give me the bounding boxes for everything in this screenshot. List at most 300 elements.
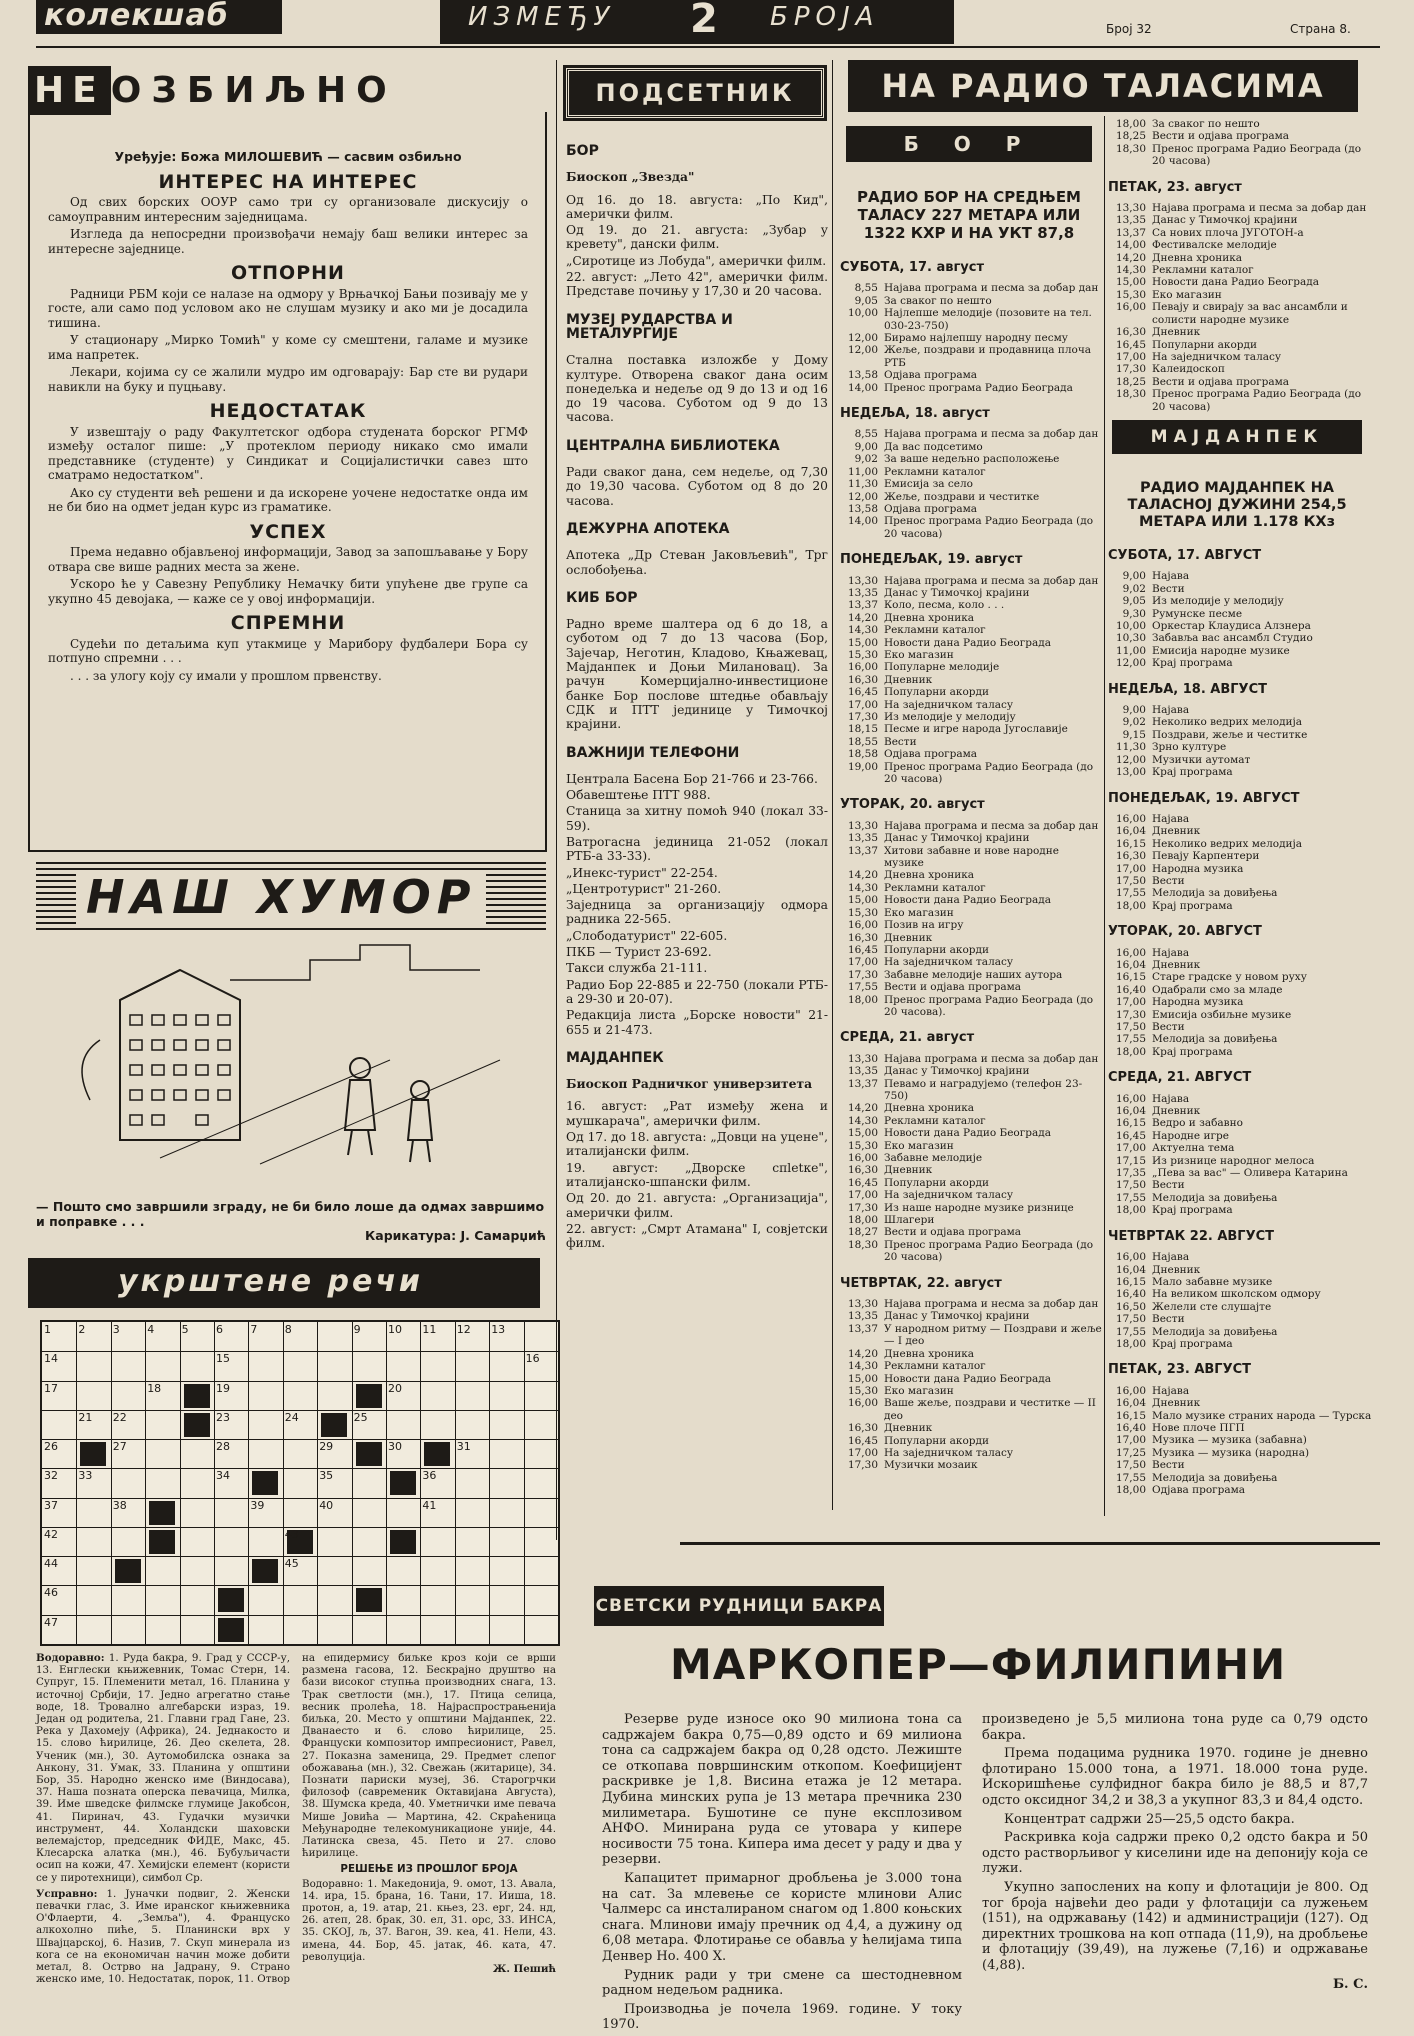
schedule-time: 14,20	[847, 869, 878, 882]
schedule-time: 13,30	[847, 1298, 878, 1311]
schedule-row	[836, 599, 1102, 611]
grid-line	[42, 1556, 558, 1557]
schedule-row	[836, 1115, 1102, 1127]
podsetnik-line: Од 20. до 21. августа: „Организација", амерички филм.	[566, 1191, 828, 1220]
item-paragraph: Изгледа да непосредни произвођачи немају баш велики интерес за интересне заједнице.	[48, 227, 528, 256]
grid-black-square	[321, 1413, 347, 1437]
schedule-row	[1104, 1179, 1372, 1191]
grid-number: 42	[44, 1527, 58, 1541]
schedule-time: 17,30	[1115, 1008, 1146, 1021]
grid-number: 23	[216, 1410, 230, 1424]
podsetnik-line: Обавештење ПТТ 988.	[566, 788, 711, 803]
schedule-row	[1104, 583, 1372, 595]
podsetnik-line: Централа Басена Бор 21-766 и 23-766.	[566, 771, 818, 786]
schedule-row	[836, 441, 1102, 453]
schedule-row	[836, 1239, 1102, 1264]
schedule-program: Пренос програма Радио Београда	[884, 381, 1073, 394]
schedule-program: Најава програма и несма за добар дан	[884, 1298, 1099, 1311]
grid-number: 22	[112, 1410, 127, 1424]
schedule-time: 14,20	[847, 1102, 878, 1115]
schedule-time: 13,58	[847, 369, 878, 382]
schedule-time: 14,30	[1115, 264, 1146, 277]
schedule-program: Најава програма и песма за добар дан	[884, 428, 1099, 441]
schedule-row	[836, 820, 1102, 832]
masthead-logo: колекшаб	[36, 0, 282, 34]
schedule-time: 11,00	[1115, 644, 1146, 657]
grid-black-square	[115, 1559, 141, 1583]
grid-number: 19	[216, 1381, 230, 1395]
schedule-time: 16,40	[1115, 983, 1146, 996]
schedule-time: 16,15	[1115, 1117, 1146, 1130]
schedule-program: На великом школском одмору	[1152, 1288, 1321, 1301]
schedule-program: Забавне мелодије	[884, 1152, 983, 1164]
grid-number: 37	[44, 1498, 58, 1512]
grid-line	[214, 1322, 215, 1644]
schedule-time: 13,30	[847, 574, 878, 587]
schedule-row	[836, 1360, 1102, 1372]
schedule-row	[1104, 984, 1372, 996]
schedule-program: Са нових плоча ЈУГОТОН-а	[1152, 226, 1304, 239]
schedule-row	[1104, 1422, 1372, 1434]
podsetnik-line: 19. август: „Дворске спletке", италијанско-шпански филм.	[566, 1160, 828, 1189]
schedule-row	[836, 686, 1102, 698]
schedule-program: Дневник	[884, 1422, 933, 1435]
schedule-program: Најава	[1152, 1384, 1190, 1397]
schedule-row	[1104, 276, 1372, 288]
grid-black-square	[252, 1471, 278, 1495]
schedule-time: 9,30	[1122, 607, 1146, 620]
schedule-program: Музички аутомат	[1152, 753, 1251, 766]
schedule-time: 9,15	[1122, 728, 1146, 741]
schedule-program: Емисија народне музике	[1152, 644, 1290, 657]
schedule-program: Ведро и забавно	[1152, 1117, 1243, 1130]
schedule-program: Калеидоскоп	[1152, 363, 1225, 376]
grid-number: 3	[112, 1323, 120, 1336]
crossword-title: укрштене речи	[118, 1264, 423, 1299]
schedule-row	[836, 1152, 1102, 1164]
grid-line	[352, 1322, 353, 1644]
masthead-rule	[36, 46, 1380, 48]
schedule-program: Вести	[884, 735, 917, 748]
grid-number: 30	[388, 1440, 402, 1454]
grid-number: 18	[147, 1381, 162, 1395]
schedule-program: Вести и одјава програма	[1152, 375, 1290, 388]
schedule-program: Желели сте слушајте	[1152, 1300, 1272, 1313]
schedule-time: 13,37	[1115, 226, 1146, 239]
schedule-row	[1104, 887, 1372, 899]
schedule-row	[836, 503, 1102, 515]
schedule-program: Вести	[1152, 1179, 1185, 1192]
grid-number: 25	[353, 1410, 368, 1424]
schedule-row	[1104, 704, 1372, 716]
schedule-program: Дневник	[884, 673, 933, 686]
schedule-time: 18,30	[1115, 142, 1146, 155]
schedule-program: Најлепше мелодије (позовите на тел. 030-23-750)	[884, 307, 1092, 332]
across-label: Водоравно:	[36, 1652, 105, 1664]
schedule-row	[836, 453, 1102, 465]
grid-number: 39	[250, 1498, 265, 1512]
schedule-time: 16,15	[1115, 971, 1146, 984]
copper-title: МАРКОПЕР—ФИЛИПИНИ	[670, 1640, 1287, 1689]
podsetnik-line: Стална поставка изложбе у Дому културе. Отворена сваког дана осим понедељка и недеље од 9 до 13 и од 16 до 19 часова. Суботом од 9 до 13 часова.	[566, 353, 828, 425]
copper-paragraph: Концентрат садржи 25—25,5 одсто бакра.	[1004, 1811, 1295, 1827]
schedule-time: 14,00	[847, 381, 878, 394]
schedule-time: 17,30	[847, 711, 878, 723]
across-text: 1. Руда бакра, 9. Град у СССР-у, 13. Енглески књижевник, Томас Стерн, 14. Супруг, 15. Племенити метал, 16. Планина у источној Србији, 17. Једно агрегатно стање воде, 18. Тровално алгебарски израз, 19. Један од родитеља, 21. Главни град Гане, 23. Река у Дахомеју (Африка), 24. Једнакосто и 15. слово ћирилице, 26. Део скелета, 28. Ученик (мн.), 30. Аутомобилска ознака за Анкону, 31. Умак, 33. Планина у општини Бор, 35. Народно женско име (Виндосава), 37. Наша позната оперска певачица, Милка, 39. Име шведске филмске глумице Јакобсон, 41. Пиринач, 43. Гудачки музички инструмент, 44. Холандски шаховски велемајстор, председник ФИДЕ, Макс, 45. Клесарска алатка (мн.), 46. Бубуљичасти осип на кожи, 47. Хемијски елемент (користи се у пиротехници), симбол Ср.	[36, 1652, 290, 1884]
grid-number: 43	[284, 1527, 299, 1541]
copper-paragraph: Раскривка која садржи преко 0,2 одсто бакра и 50 одсто растворљивог у киселини иде на депонију која се лужи.	[982, 1830, 1368, 1877]
schedule-time: 9,02	[854, 453, 878, 466]
schedule-row	[836, 932, 1102, 944]
schedule-program: Из ризнице народног мелоса	[1152, 1154, 1315, 1167]
schedule-time: 16,40	[1115, 1421, 1146, 1434]
schedule-program: Крај програма	[1152, 1045, 1233, 1058]
copper-signature: Б. С.	[1332, 1976, 1368, 1992]
schedule-program: На заједничком таласу	[884, 956, 1014, 969]
schedule-row	[1104, 252, 1372, 264]
schedule-time: 14,20	[1115, 251, 1146, 264]
schedule-program: Одјава програма	[884, 369, 978, 382]
schedule-program: Дневник	[884, 931, 933, 944]
neozbiljno-box-right	[545, 112, 547, 852]
humor-caption	[36, 1200, 546, 1244]
schedule-time: 18,30	[1115, 388, 1146, 401]
schedule-time: 17,30	[847, 1201, 878, 1214]
schedule-row	[1104, 388, 1372, 413]
podsetnik-line: „Центротурист" 21-260.	[566, 881, 722, 896]
schedule-program: Дневна хроника	[884, 1102, 975, 1115]
schedule-program: Забавне мелодије наших аутора	[884, 968, 1063, 981]
schedule-day-heading: ЧЕТВРТАК 22. АВГУСТ	[1108, 1228, 1275, 1244]
schedule-row	[1104, 376, 1372, 388]
schedule-day-heading: ЧЕТВРТАК, 22. август	[840, 1275, 1002, 1291]
podsetnik-body	[566, 130, 828, 1252]
down-text: 1. Јуначки подвиг, 2. Женски певачки глас, 3. Име иранског књижевника О'Флаерти, 4. „Земља"), 4. Француско алкохолно пиће, 5. Планински врх у Швајцарској, 6. Назив, 7. Скуп минерала из кога се на економичан начин може добити метал, 8. Острво на Јадрану, 9. Страно женско име, 10. Недостатак, порок, 11. Отвор на епидермису биљке кроз који се врши размена гасова, 12. Бескрајно друштво на бази високог ступња производних снага, 13. Трак светлости (мн.), 17. Птица селица, весник пролећа, 18. Најраспрострањенија биљка, 20. Место у општини Мајданпек, 22. Дванаесто и 6. слово ћирилице, 25. Француски композитор импресионист, Равел, 27. Показна заменица, 29. Предмет слепог обожавања (мн.), 32. Свежањ (житарице), 34. Познати париски музеј, 36. Старогрчки филозоф (савременик Октавијана Августа), 38. Шумска креда, 40. Уметнички име певача Мише Јовића — Мартина, 42. Скраћеница Међународне телекомуникационе уније, 44. Латинска свеза, 45. Пето и 27. слово ћирилице.	[36, 1652, 556, 1986]
podsetnik-line: Ватрогасна јединица 21-052 (локал РТБ-а 33-33).	[566, 834, 828, 864]
schedule-time: 9,05	[854, 294, 878, 307]
item-paragraph: Према недавно објављеној информацији, Завод за запошљавање у Бору отвара све више радних места за жене.	[48, 545, 528, 574]
schedule-row	[836, 1189, 1102, 1201]
schedule-program: Новости дана Радио Београда	[884, 1372, 1051, 1385]
schedule-row	[836, 661, 1102, 673]
schedule-program: Ваше жеље, поздрави и честитке — II део	[884, 1397, 1096, 1422]
schedule-time: 16,30	[847, 1164, 878, 1177]
schedule-row	[836, 1140, 1102, 1152]
schedule-time: 12,00	[847, 344, 878, 357]
schedule-program: Најава	[1152, 570, 1190, 583]
schedule-row	[1104, 959, 1372, 971]
schedule-row	[1104, 1397, 1372, 1409]
masthead-number: 2	[690, 0, 718, 42]
schedule-row	[836, 637, 1102, 649]
schedule-day-heading: ПЕТАК, 23. август	[1108, 179, 1242, 195]
schedule-row	[836, 1310, 1102, 1322]
schedule-row	[836, 587, 1102, 599]
schedule-program: Хитови забавне и нове народне музике	[884, 844, 1059, 870]
grid-line	[111, 1322, 112, 1644]
schedule-program: Румунске песме	[1152, 607, 1243, 620]
schedule-row	[1104, 118, 1372, 130]
schedule-row	[1104, 1459, 1372, 1471]
schedule-time: 18,58	[847, 748, 878, 761]
podsetnik-section	[566, 746, 828, 1037]
schedule-program: Најава програма и песма за добар дан	[884, 1052, 1099, 1065]
grid-number: 41	[422, 1498, 437, 1512]
schedule-time: 14,20	[847, 611, 878, 624]
schedule-program: Рекламни каталог	[884, 465, 986, 478]
podsetnik-line: Од 16. до 18. августа: „По Кид", амерички филм.	[566, 192, 828, 221]
radio-majdanpek-label: МАЈДАНПЕК	[1112, 420, 1362, 454]
schedule-program: Рекламни каталог	[884, 1360, 986, 1373]
schedule-program: Оркестар Клаудиса Алзнера	[1152, 620, 1311, 633]
copper-paragraph: Рудник ради у три смене са шестодневном радном недељом радника.	[602, 1967, 962, 1999]
schedule-program: Народна музика	[1152, 996, 1244, 1009]
schedule-time: 14,30	[847, 1114, 878, 1127]
schedule-time: 17,00	[847, 956, 878, 969]
schedule-row	[1104, 1276, 1372, 1288]
grid-number: 17	[44, 1381, 58, 1395]
crossword-title-bar	[28, 1258, 540, 1308]
schedule-row	[836, 832, 1102, 844]
schedule-program: Вести	[1152, 1021, 1185, 1033]
schedule-program: Мало музике страних народа — Турска	[1152, 1409, 1372, 1422]
schedule-row	[836, 711, 1102, 723]
item-paragraph: Ускоро ће у Савезну Републику Немачку бити упућене две групе са укупно 45 девојака, — каже се у овој информацији.	[48, 577, 528, 606]
schedule-program: Мелодија за довиђења	[1152, 1033, 1278, 1046]
schedule-program: Популарни акорди	[884, 943, 989, 956]
schedule-row	[1104, 570, 1372, 582]
schedule-program: Из наше народне музике ризнице	[884, 1201, 1074, 1214]
schedule-program: Дневник	[1152, 825, 1201, 838]
schedule-program: „Пева за вас" — Оливера Катарина	[1152, 1167, 1348, 1180]
schedule-row	[836, 1177, 1102, 1189]
schedule-row	[836, 1214, 1102, 1226]
grid-number: 35	[319, 1469, 334, 1483]
schedule-row	[1104, 1434, 1372, 1446]
schedule-time: 9,05	[1122, 595, 1146, 608]
schedule-row	[836, 1127, 1102, 1139]
schedule-row	[836, 761, 1102, 786]
schedule-row	[836, 282, 1102, 294]
grid-number: 8	[284, 1323, 292, 1336]
schedule-row	[1104, 595, 1372, 607]
schedule-time: 14,30	[847, 1360, 878, 1373]
schedule-time: 13,35	[847, 586, 878, 599]
schedule-row	[1104, 766, 1372, 778]
schedule-program: Дневник	[1152, 326, 1201, 339]
schedule-time: 17,30	[847, 968, 878, 981]
schedule-time: 12,00	[1115, 657, 1146, 670]
podsetnik-line: „Слободатурист" 22-605.	[566, 928, 728, 943]
schedule-row	[1104, 1410, 1372, 1422]
schedule-time: 13,30	[847, 819, 878, 832]
schedule-time: 15,30	[1115, 288, 1146, 301]
schedule-time: 17,55	[1115, 1191, 1146, 1204]
schedule-row	[1104, 729, 1372, 741]
schedule-row	[836, 491, 1102, 503]
schedule-program: Мелодија за довиђења	[1152, 1191, 1278, 1204]
podsetnik-section-sub: Биоскоп „Звезда"	[566, 169, 695, 185]
schedule-program: Популарни акорди	[884, 1434, 989, 1447]
podsetnik-line: Од 17. до 18. августа: „Довци на уцене", италијански филм.	[566, 1130, 828, 1159]
schedule-program: Новости дана Радио Београда	[884, 894, 1051, 907]
schedule-row	[836, 723, 1102, 735]
schedule-time: 13,35	[847, 832, 878, 845]
podsetnik-line: Ради сваког дана, сем недеље, од 7,30 до 19,30 часова. Суботом од 8 до 20 часова.	[566, 465, 828, 508]
grid-number: 21	[78, 1410, 93, 1424]
schedule-program: Рекламни каталог	[884, 881, 986, 894]
schedule-time: 17,25	[1115, 1446, 1146, 1459]
schedule-program: У народном ритму — Поздрави и жеље — I део	[884, 1322, 1102, 1348]
grid-number: 26	[44, 1440, 58, 1454]
schedule-time: 15,30	[847, 648, 878, 661]
item-paragraph: Ако су студенти већ решени и да искорене уочене недостатке онда им не би био на одмет један курс из граматике.	[48, 485, 528, 514]
solution-text: Водоравно: 1. Македонија, 9. омот, 13. Авала, 14. ира, 15. брана, 16. Тани, 17. Ииша, 18. протон, а, 19. атар, 21. књез, 23. ерг, 24. нд, 26. атеп, 28. брак, 30. ел, 31. орс, 33. ИНСА, 35. СКОЈ, љ, 37. Вагон, 39. кеа, 41. Нели, 43. имена, 44. Бор, 45. јатак, 46. ката, 47. револуција.	[302, 1877, 556, 1963]
schedule-time: 15,30	[847, 1384, 878, 1397]
schedule-row	[836, 919, 1102, 931]
schedule-program: Емисија озбиљне музике	[1152, 1008, 1292, 1021]
schedule-row	[836, 969, 1102, 981]
schedule-program: Забавља вас ансамбл Студио	[1152, 632, 1313, 645]
schedule-row	[1104, 130, 1372, 142]
schedule-time: 8,55	[854, 428, 878, 441]
grid-number: 5	[181, 1323, 189, 1336]
schedule-program: Рекламни каталог	[1152, 264, 1254, 277]
schedule-program: Дневна хроника	[1152, 251, 1243, 264]
schedule-program: Новости дана Радио Београда	[884, 636, 1051, 649]
schedule-row	[836, 869, 1102, 881]
schedule-time: 17,30	[847, 1459, 878, 1472]
schedule-row	[1104, 1033, 1372, 1045]
schedule-row	[1104, 716, 1372, 728]
grid-number: 15	[216, 1352, 230, 1366]
schedule-time: 16,30	[1115, 850, 1146, 863]
schedule-program: Неколико ведрих мелодија	[1152, 716, 1303, 729]
schedule-row	[1104, 947, 1372, 959]
schedule-program: Мелодија за довиђења	[1152, 1325, 1278, 1338]
schedule-program: Нове плоче ПГП	[1152, 1421, 1245, 1434]
schedule-program: Из мелодије у мелодију	[884, 711, 1016, 723]
schedule-program: Одабрали смо за младе	[1152, 983, 1283, 996]
schedule-time: 16,00	[1115, 1092, 1146, 1105]
neozbiljno-box-bottom	[28, 850, 547, 852]
solution-title: РЕШЕЊЕ ИЗ ПРОШЛОГ БРОЈА	[340, 1863, 518, 1876]
copper-paragraph: Капацитет примарног дробљења је 3.000 тона на сат. За млевење се користе млинови Алис Чалмерс са инсталираном снагом од 1.800 коњских снага. Млинови имају пречник од 4,4, а дужину од 6,08 метара. Флотирање се обавља у ћелијама типа Денвер Но. 400 Х.	[602, 1870, 962, 1964]
copper-col-1	[602, 1712, 962, 2036]
schedule-time: 16,45	[847, 686, 878, 699]
page-number: Страна 8.	[1290, 22, 1351, 36]
schedule-time: 16,40	[1115, 1288, 1146, 1301]
schedule-time: 10,00	[1115, 620, 1146, 633]
schedule-time: 16,45	[847, 943, 878, 956]
schedule-row	[1104, 202, 1372, 214]
grid-number: 40	[319, 1498, 334, 1512]
schedule-day-heading: СУБОТА, 17. август	[840, 260, 984, 275]
schedule-time: 9,02	[1122, 582, 1146, 595]
schedule-row	[1104, 1338, 1372, 1350]
schedule-row	[836, 1447, 1102, 1459]
schedule-row	[836, 1202, 1102, 1214]
item-heading: СПРЕМНИ	[230, 612, 346, 634]
neozbiljno-title-rest: ОЗБИЉНО	[110, 70, 397, 111]
schedule-program: Музика — музика (народна)	[1152, 1446, 1310, 1459]
item-paragraph: . . . за улогу коју су имали у прошлом првенству.	[70, 668, 382, 683]
radio-bor-label: Б О Р	[846, 126, 1092, 162]
schedule-time: 16,00	[1115, 946, 1146, 959]
schedule-row	[836, 466, 1102, 478]
humor-credit: Карикатура: Ј. Самарџић	[365, 1228, 546, 1243]
grid-line	[42, 1351, 558, 1352]
copper-paragraph: Укупно запослених на копу и флотацији је 800. Од тог броја највећи део ради у флотацији са лужењем (151), на одржавању (142) и администрацији (127). Од директних трошкова на коп отпада (11,9), на дробљење и флотацију (39,49), на лужење (7,16) и одржавање (4,88).	[982, 1879, 1368, 1973]
schedule-row	[1104, 1130, 1372, 1142]
grid-number: 27	[112, 1440, 127, 1454]
grid-black-square	[356, 1442, 382, 1466]
schedule-day-heading: СРЕДА, 21. АВГУСТ	[1108, 1070, 1252, 1086]
schedule-row	[836, 575, 1102, 587]
schedule-time: 8,55	[854, 282, 878, 295]
schedule-program: Народна музика	[1152, 862, 1244, 875]
schedule-day-heading: НЕДЕЉА, 18. АВГУСТ	[1108, 681, 1267, 697]
schedule-row	[836, 428, 1102, 440]
schedule-row	[836, 1348, 1102, 1360]
grid-number: 7	[250, 1323, 258, 1336]
schedule-program: Жеље, поздрави и честитке	[884, 490, 1040, 503]
grid-number: 16	[525, 1352, 540, 1366]
schedule-program: На заједничком таласу	[884, 1446, 1014, 1459]
item-paragraph: У стационару „Мирко Томић" у коме су смештени, галаме и музике има напретек.	[48, 333, 528, 362]
schedule-program: Поздрави, жеље и честитке	[1152, 728, 1308, 741]
schedule-time: 18,00	[847, 1214, 878, 1227]
grid-line	[42, 1585, 558, 1586]
grid-number: 9	[353, 1323, 361, 1336]
item-paragraph: У извештају о раду Факултетског одбора студената борског РГМФ између осталог пише: „У протеклом периоду никако смо имали представнике (студенте) у Синдикат и Социјалистички савез што сматрамо недостатком".	[48, 424, 528, 482]
podsetnik-section-head: ВАЖНИЈИ ТЕЛЕФОНИ	[566, 744, 740, 761]
item-paragraph: Судећи по детаљима куп утакмице у Марибору фудбалери Бора су потпуно спремни . . .	[48, 636, 528, 665]
schedule-time: 16,45	[1115, 1129, 1146, 1142]
schedule-program: Дневник	[1152, 1105, 1201, 1118]
schedule-row	[1104, 900, 1372, 912]
schedule-time: 13,00	[1115, 766, 1146, 779]
schedule-program: Најава	[1152, 1092, 1190, 1105]
radio-bor-schedule	[836, 248, 1102, 1472]
grid-number: 36	[422, 1469, 437, 1483]
schedule-program: Дневна хроника	[884, 1347, 975, 1360]
grid-line	[386, 1322, 387, 1644]
podsetnik-section-head: МАЈДАНПЕК	[566, 1049, 664, 1066]
item-paragraph: Лекари, којима су се жалили мудро им одговарају: Бар сте ви рудари навикли на буку и пуцњаву.	[48, 365, 528, 394]
schedule-program: На заједничком таласу	[1152, 350, 1282, 363]
schedule-time: 16,30	[847, 931, 878, 944]
neozbiljno-body	[48, 150, 528, 686]
grid-line	[420, 1322, 421, 1644]
schedule-row	[836, 1065, 1102, 1077]
schedule-time: 16,45	[847, 1176, 878, 1189]
schedule-time: 14,00	[1115, 239, 1146, 252]
grid-black-square	[218, 1618, 244, 1642]
schedule-row	[836, 1164, 1102, 1176]
schedule-time: 17,30	[1115, 363, 1146, 376]
schedule-program: Из мелодије у мелодију	[1152, 595, 1284, 608]
column-rule-1	[556, 60, 557, 1540]
schedule-time: 18,25	[1115, 130, 1146, 143]
podsetnik-section-head: МУЗЕЈ РУДАРСТВА И МЕТАЛУРГИЈЕ	[566, 311, 733, 342]
schedule-row	[836, 674, 1102, 686]
schedule-time: 17,00	[1115, 1142, 1146, 1155]
schedule-row	[1104, 301, 1372, 326]
masthead-between-issues	[440, 0, 954, 44]
schedule-time: 11,00	[847, 465, 878, 478]
item-heading: НЕДОСТАТАК	[209, 400, 367, 422]
